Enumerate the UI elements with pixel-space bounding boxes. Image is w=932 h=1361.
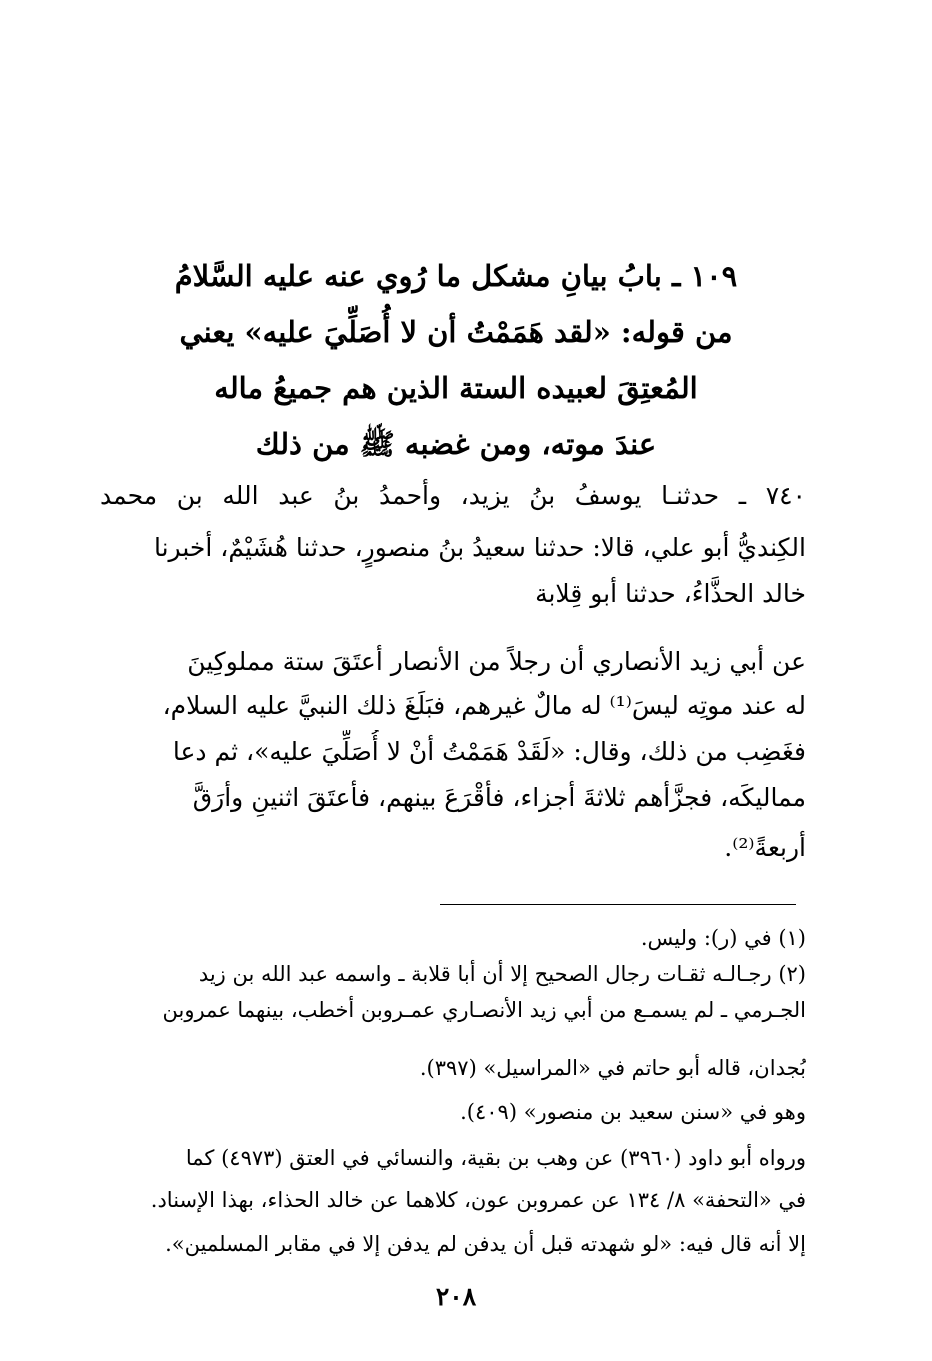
matn-line: فغَضِب من ذلك، وقال: «لَقَدْ هَمَمْتُ أنْ لا أُصَلِّيَ عليه»، ثم دعا (172, 737, 806, 766)
chapter-heading (100, 248, 812, 472)
page-number: ٢٠٨ (435, 1282, 477, 1311)
heading-line: ١٠٩ ـ بابُ بيانِ مشكل ما رُوي عنه عليه السَّلامُ (174, 259, 738, 293)
heading-line: عندَ موته، ومن غضبه ﷺ من ذلك (255, 427, 657, 461)
footnote-line: (١) في (ر): وليس. (640, 926, 806, 950)
footnote-divider (440, 904, 796, 905)
matn-line: مماليكَه، فجزَّأهم ثلاثةَ أجزاء، فأقْرَعَ بينهم، فأعتَقَ اثنينِ وأرَقَّ (192, 783, 806, 812)
footnote-line: إلا أنه قال فيه: «لو شهدته قبل أن يدفن لم يدفن إلا في مقابر المسلمين». (165, 1232, 806, 1256)
matn-line: عن أبي زيد الأنصاري أن رجلاً من الأنصار أعتَقَ ستة مملوكِينَ (187, 647, 806, 676)
matn-line: أربعةً⁽²⁾. (724, 833, 806, 862)
matn-line: له عند موتِه ليسَ⁽¹⁾ له مالٌ غيرهم، فبَلَغَ ذلك النبيَّ عليه السلام، (162, 691, 806, 720)
footnote-line: في «التحفة» ٨/ ١٣٤ عن عمروبن عون، كلاهما عن خالد الحذاء، بهذا الإسناد. (150, 1188, 806, 1212)
isnad-line: خالد الحذَّاءُ، حدثنا أبو قِلابة (535, 579, 806, 608)
isnad-line: ٧٤٠ ـ حدثنـا يوسفُ بنُ يزيد، وأحمدُ بنُ عبد الله بن محمد (100, 481, 806, 510)
footnote-line: وهو في «سنن سعيد بن منصور» (٤٠٩). (460, 1100, 806, 1124)
heading-line: المُعتِقَ لعبيده الستة الذين هم جميعُ ماله (214, 371, 698, 405)
isnad-line: الكِنديُّ أبو علي، قالا: حدثنا سعيدُ بنُ منصورٍ، حدثنا هُشَيْمٌ، أخبرنا (153, 533, 806, 562)
heading-line: من قوله: «لقد هَمَمْتُ أن لا أُصَلِّيَ عليه» يعني (179, 315, 733, 349)
footnote-line: بُجدان، قاله أبو حاتم في «المراسيل» (٣٩٧). (419, 1056, 806, 1080)
footnote-line: الجـرمي ـ لم يسمـع من أبي زيد الأنصـاري عمـروبن أخطب، بينهما عمروبن (162, 998, 806, 1022)
footnote-line: (٢) رجـالـه ثقـات رجال الصحيح إلا أن أبا قلابة ـ واسمه عبد الله بن زيد (198, 962, 806, 986)
footnote-line: ورواه أبو داود (٣٩٦٠) عن وهب بن بقية، والنسائي في العتق (٤٩٧٣) كما (185, 1146, 806, 1170)
